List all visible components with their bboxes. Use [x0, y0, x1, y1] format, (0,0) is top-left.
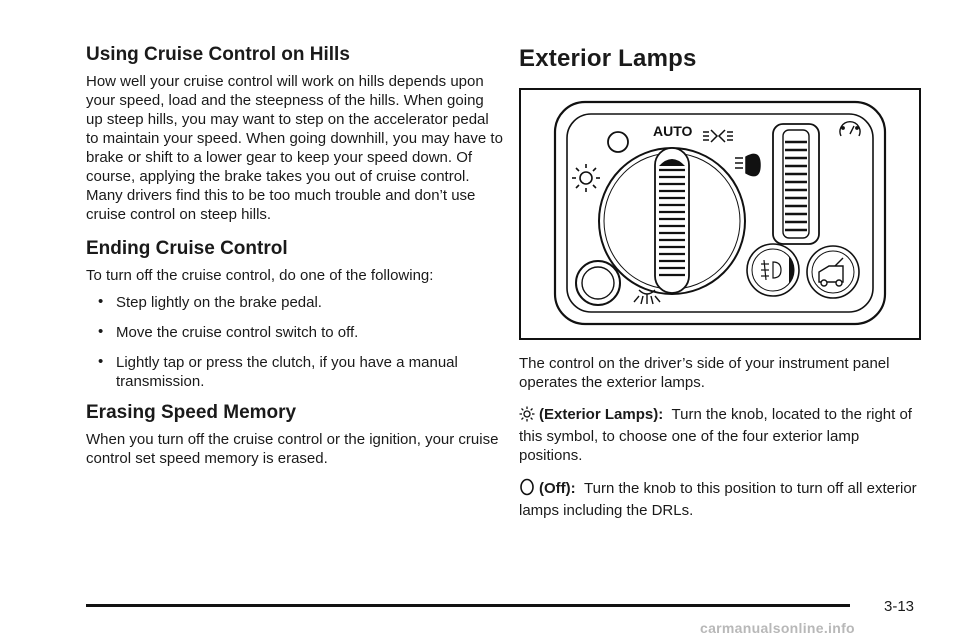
ending-cruise-list: [86, 293, 504, 391]
heading-cruise-hills: Using Cruise Control on Hills: [86, 44, 350, 65]
definition-text: Turn the knob to this position to turn off all exterior lamps including the DRLs.: [519, 480, 917, 519]
definition-off: [519, 478, 923, 520]
right-column: [519, 44, 923, 520]
definition-term: (Off):: [539, 480, 576, 497]
paragraph-erasing-memory: When you turn off the cruise control or the ignition, your cruise control set speed memory is erased.: [86, 431, 499, 467]
headlamp-control-figure: [519, 88, 921, 340]
list-item: • Step lightly on the brake pedal.: [98, 293, 322, 311]
list-item: • Lightly tap or press the clutch, if you have a manual transmission.: [98, 353, 458, 390]
definition-term: (Exterior Lamps):: [539, 406, 664, 423]
page-number: 3-13: [884, 598, 915, 615]
off-circle-icon: [519, 478, 535, 501]
exterior-lamps-icon: [519, 406, 535, 427]
heading-erasing-memory: Erasing Speed Memory: [86, 402, 297, 423]
paragraph-control-intro: The control on the driver’s side of your instrument panel operates the exterior lamps.: [519, 355, 890, 391]
left-column: [86, 44, 504, 468]
headlamp-control-illustration: [521, 90, 919, 338]
bullet-icon: •: [98, 323, 104, 340]
paragraph-ending-intro: To turn off the cruise control, do one of the following:: [86, 267, 434, 284]
page-title-exterior-lamps: Exterior Lamps: [519, 45, 697, 72]
footer-rule: [86, 604, 850, 607]
bullet-icon: •: [98, 293, 104, 310]
list-item: • Move the cruise control switch to off.: [98, 323, 359, 341]
bullet-icon: •: [98, 353, 104, 370]
auto-label: AUTO: [653, 123, 693, 139]
definition-exterior-lamps: [519, 405, 923, 465]
definition-text: Turn the knob, located to the right of this symbol, to choose one of the four exterior lamp positions.: [519, 406, 912, 464]
paragraph-cruise-hills: How well your cruise control will work on hills depends upon your speed, load and the steepness of the hills. When going up steep hills, you may want to step on the accelerator pedal to maintain your speed. When going downhill, you may have to brake or shift to a lower gear to keep your speed down. Of course, applying the brake takes you out of cruise control. Many drivers find this to be too much trouble and don’t use cruise control on steep hills.: [86, 73, 503, 223]
watermark: carmanualsonline.info: [700, 620, 855, 636]
heading-ending-cruise: Ending Cruise Control: [86, 238, 288, 259]
